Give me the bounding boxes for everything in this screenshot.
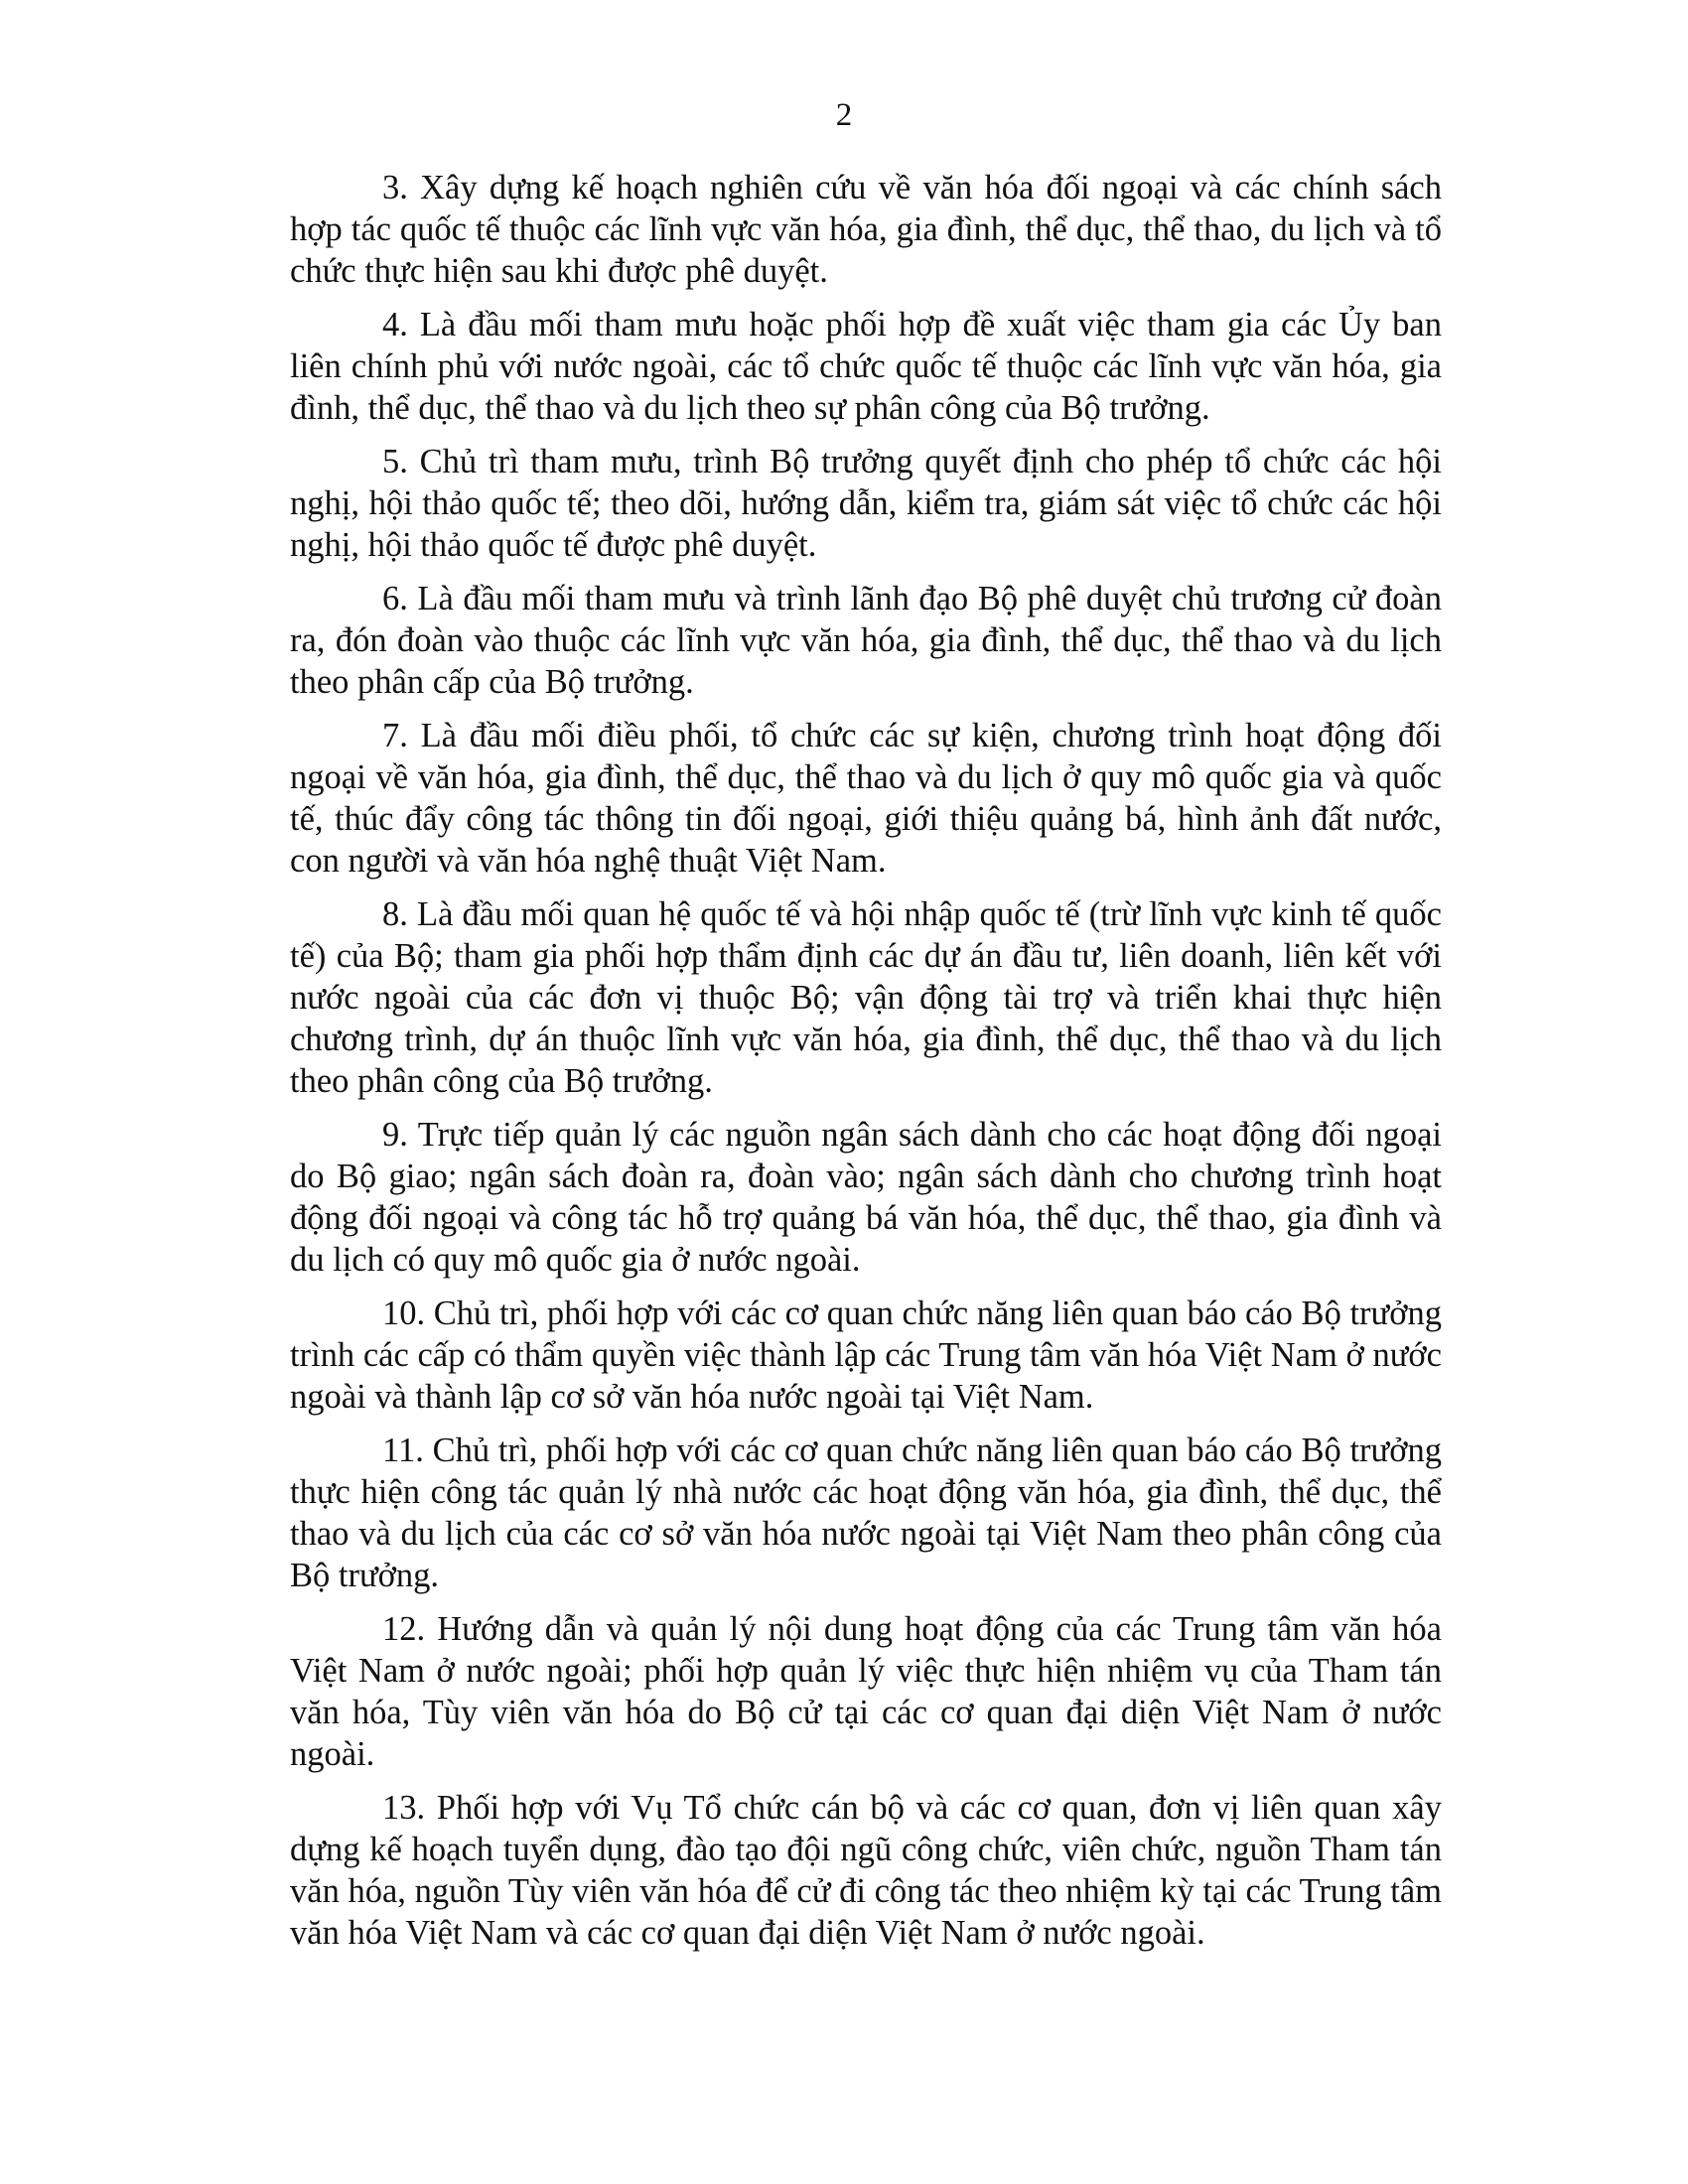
paragraph-item-6: 6. Là đầu mối tham mưu và trình lãnh đạo Bộ phê duyệt chủ trương cử đoàn ra, đón đoàn vào thuộc các lĩnh vực văn hóa, gia đình, thể dục, thể thao và du lịch theo phân cấp của Bộ trưởng.	[290, 580, 1442, 701]
paragraph-item-12: 12. Hướng dẫn và quản lý nội dung hoạt động của các Trung tâm văn hóa Việt Nam ở nước ngoài; phối hợp quản lý việc thực hiện nhiệm vụ của Tham tán văn hóa, Tùy viên văn hóa do Bộ cử tại các cơ quan đại diện Việt Nam ở nước ngoài.	[290, 1610, 1442, 1773]
page-number: 2	[835, 97, 853, 133]
paragraph-item-8: 8. Là đầu mối quan hệ quốc tế và hội nhập quốc tế (trừ lĩnh vực kinh tế quốc tế) của Bộ; tham gia phối hợp thẩm định các dự án đầu tư, liên doanh, liên kết với nước ngoài của các đơn vị thuộc Bộ; vận động tài trợ và triển khai thực hiện chương trình, dự án thuộc lĩnh vực văn hóa, gia đình, thể dục, thể thao và du lịch theo phân công của Bộ trưởng.	[290, 895, 1442, 1100]
paragraph-item-4: 4. Là đầu mối tham mưu hoặc phối hợp đề xuất việc tham gia các Ủy ban liên chính phủ với nước ngoài, các tổ chức quốc tế thuộc các lĩnh vực văn hóa, gia đình, thể dục, thể thao và du lịch theo sự phân công của Bộ trưởng.	[290, 306, 1442, 427]
paragraph-item-9: 9. Trực tiếp quản lý các nguồn ngân sách dành cho các hoạt động đối ngoại do Bộ giao; ngân sách đoàn ra, đoàn vào; ngân sách dành cho chương trình hoạt động đối ngoại và công tác hỗ trợ quảng bá văn hóa, thể dục, thể thao, gia đình và du lịch có quy mô quốc gia ở nước ngoài.	[290, 1116, 1442, 1279]
paragraph-item-7: 7. Là đầu mối điều phối, tổ chức các sự kiện, chương trình hoạt động đối ngoại về văn hóa, gia đình, thể dục, thể thao và du lịch ở quy mô quốc gia và quốc tế, thúc đẩy công tác thông tin đối ngoại, giới thiệu quảng bá, hình ảnh đất nước, con người và văn hóa nghệ thuật Việt Nam.	[290, 717, 1442, 880]
paragraph-item-13: 13. Phối hợp với Vụ Tổ chức cán bộ và các cơ quan, đơn vị liên quan xây dựng kế hoạch tuyển dụng, đào tạo đội ngũ công chức, viên chức, nguồn Tham tán văn hóa, nguồn Tùy viên văn hóa để cử đi công tác theo nhiệm kỳ tại các Trung tâm văn hóa Việt Nam và các cơ quan đại diện Việt Nam ở nước ngoài.	[290, 1789, 1442, 1952]
paragraph-item-5: 5. Chủ trì tham mưu, trình Bộ trưởng quyết định cho phép tổ chức các hội nghị, hội thảo quốc tế; theo dõi, hướng dẫn, kiểm tra, giám sát việc tổ chức các hội nghị, hội thảo quốc tế được phê duyệt.	[290, 443, 1442, 564]
paragraph-item-11: 11. Chủ trì, phối hợp với các cơ quan chức năng liên quan báo cáo Bộ trưởng thực hiện công tác quản lý nhà nước các hoạt động văn hóa, gia đình, thể dục, thể thao và du lịch của các cơ sở văn hóa nước ngoài tại Việt Nam theo phân công của Bộ trưởng.	[290, 1432, 1442, 1594]
paragraph-item-3: 3. Xây dựng kế hoạch nghiên cứu về văn hóa đối ngoại và các chính sách hợp tác quốc tế thuộc các lĩnh vực văn hóa, gia đình, thể dục, thể thao, du lịch và tổ chức thực hiện sau khi được phê duyệt.	[290, 169, 1442, 290]
paragraph-item-10: 10. Chủ trì, phối hợp với các cơ quan chức năng liên quan báo cáo Bộ trưởng trình các cấp có thẩm quyền việc thành lập các Trung tâm văn hóa Việt Nam ở nước ngoài và thành lập cơ sở văn hóa nước ngoài tại Việt Nam.	[290, 1295, 1442, 1416]
document-body	[290, 167, 1442, 1966]
